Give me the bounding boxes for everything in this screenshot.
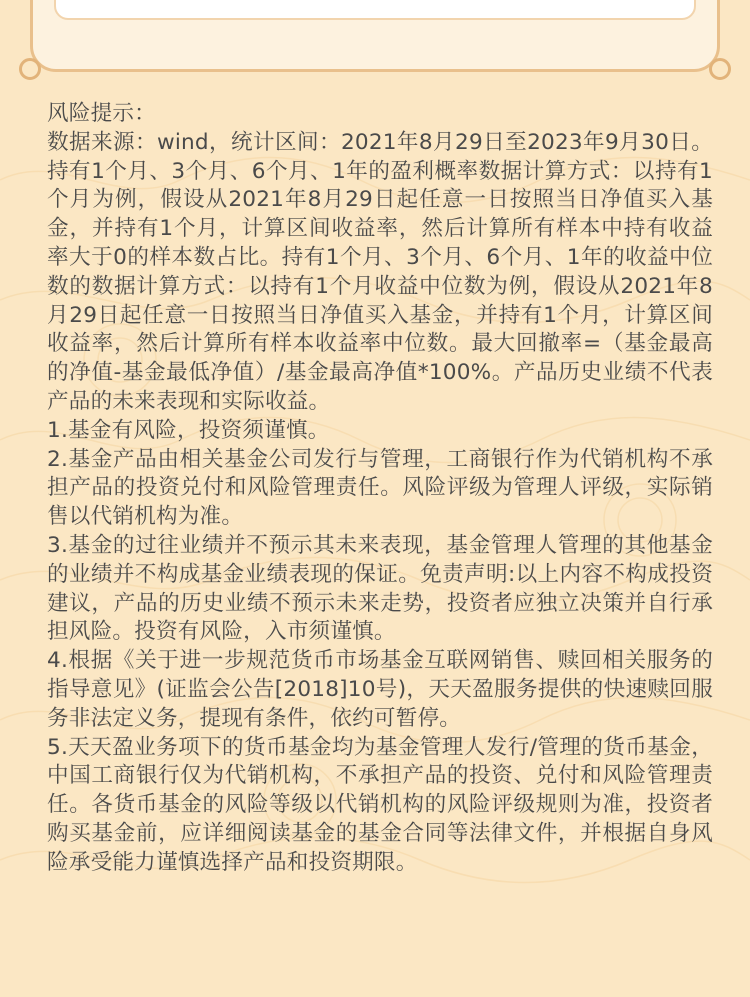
risk-item-1: 1.基金有风险，投资须谨慎。 xyxy=(47,417,330,443)
risk-item-5: 5.天天盈业务项下的货币基金均为基金管理人发行/管理的货币基金，中国工商银行仅为代销机构，不承担产品的投资、兑付和风险管理责任。各货币基金的风险等级以代销机构的风险评级规则为准，投资者购买基金前，应详细阅读基金的基金合同等法律文件，并根据自身风险承受能力谨慎选择产品和投资期限。 xyxy=(47,734,713,875)
risk-item-2: 2.基金产品由相关基金公司发行与管理，工商银行作为代销机构不承担产品的投资兑付和风险管理责任。风险评级为管理人评级，实际销售以代销机构为准。 xyxy=(47,446,713,530)
risk-item-4: 4.根据《关于进一步规范货币市场基金互联网销售、赎回相关服务的指导意见》(证监会公告[2018]10号)，天天盈服务提供的快速赎回服务非法定义务，提现有条件，依约可暂停。 xyxy=(47,648,713,731)
risk-notice-data-source: 数据来源：wind，统计区间：2021年8月29日至2023年9月30日。持有1个月、3个月、6个月、1年的盈利概率数据计算方式：以持有1个月为例，假设从2021年8月29日起任意一日按照当日净值买入基金，并持有1个月，计算区间收益率，然后计算所有样本中持有收益率大于0的样本数占比。持有1个月、3个月、6个月、1年的收益中位数的数据计算方式：以持有1个月收益中位数为例，假设从2021年8月29日起任意一日按照当日净值买入基金，并持有1个月，计算区间收益率，然后计算所有样本收益率中位数。最大回撤率=（基金最高的净值-基金最低净值）/基金最高净值*100%。产品历史业绩不代表产品的未来表现和实际收益。 xyxy=(47,129,713,414)
frame-corner-ornament-left xyxy=(19,58,41,80)
risk-notice xyxy=(47,100,713,878)
frame-corner-ornament-right xyxy=(709,58,731,80)
risk-item-3: 3.基金的过往业绩并不预示其未来表现，基金管理人管理的其他基金的业绩并不构成基金业绩表现的保证。免责声明:以上内容不构成投资建议，产品的历史业绩不预示未来走势，投资者应独立决策并自行承担风险。投资有风险，入市须谨慎。 xyxy=(47,532,713,645)
top-card-inner xyxy=(54,0,696,20)
risk-notice-title: 风险提示： xyxy=(47,101,156,126)
